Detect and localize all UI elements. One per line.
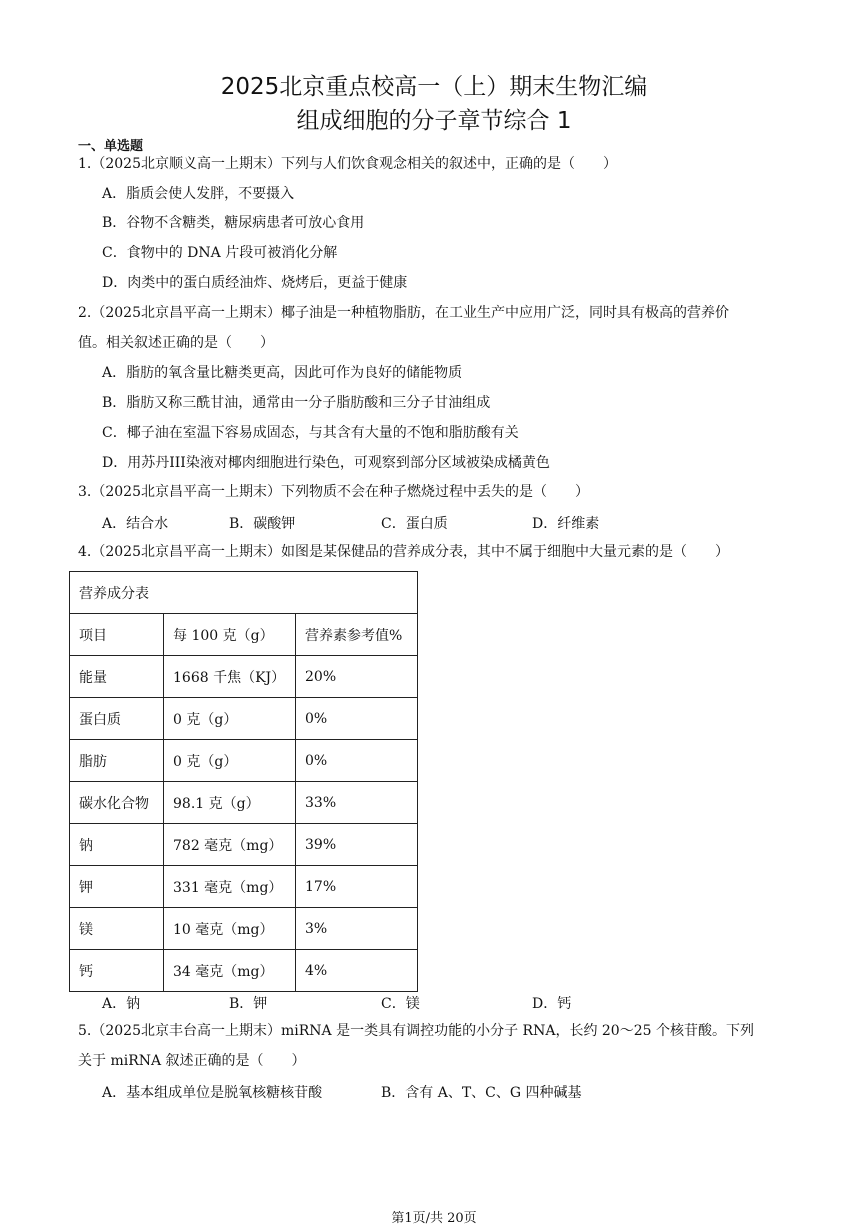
question-3-option-d: D．纤维素: [532, 516, 600, 532]
question-1-option-a: A．脂质会使人发胖，不要摄入: [102, 186, 295, 202]
table-row: [70, 740, 418, 782]
table-cell: 碳水化合物: [70, 782, 164, 824]
question-2-option-c: C．椰子油在室温下容易成固态，与其含有大量的不饱和脂肪酸有关: [102, 425, 519, 441]
table-row: [70, 908, 418, 950]
table-row: [70, 698, 418, 740]
question-2-option-a: A．脂肪的氧含量比糖类更高，因此可作为良好的储能物质: [102, 365, 463, 381]
question-1-option-d: D．肉类中的蛋白质经油炸、烧烤后，更益于健康: [102, 275, 408, 291]
question-5-stem-line2: 关于 miRNA 叙述正确的是（ ）: [78, 1053, 306, 1069]
question-2-stem-line2: 值。相关叙述正确的是（ ）: [78, 335, 274, 351]
table-cell: 782 毫克（mg）: [164, 824, 296, 866]
table-cell: 能量: [70, 656, 164, 698]
section-heading: 一、单选题: [78, 139, 144, 154]
table-cell: 10 毫克（mg）: [164, 908, 296, 950]
question-4-stem: 4.（2025北京昌平高一上期末）如图是某保健品的营养成分表，其中不属于细胞中大量元素的是（ ）: [78, 544, 729, 560]
table-cell: 0%: [296, 740, 418, 782]
table-cell: 钙: [70, 950, 164, 992]
table-header-row: [70, 614, 418, 656]
question-1-option-b: B．谷物不含糖类，糖尿病患者可放心食用: [102, 215, 365, 231]
table-cell: 33%: [296, 782, 418, 824]
question-1-option-c: C．食物中的 DNA 片段可被消化分解: [102, 245, 338, 261]
document-title: 2025北京重点校高一（上）期末生物汇编: [220, 74, 648, 100]
table-header-cell: 项目: [70, 614, 164, 656]
table-cell: 4%: [296, 950, 418, 992]
question-4-option-b: B．钾: [229, 996, 268, 1012]
question-4-option-a: A．钠: [102, 996, 141, 1012]
table-cell: 17%: [296, 866, 418, 908]
table-header-cell: 每 100 克（g）: [164, 614, 296, 656]
table-cell: 镁: [70, 908, 164, 950]
nutrition-table-title: 营养成分表: [70, 572, 418, 614]
question-2-option-d: D．用苏丹III染液对椰肉细胞进行染色，可观察到部分区域被染成橘黄色: [102, 455, 550, 471]
table-cell: 1668 千焦（KJ）: [164, 656, 296, 698]
table-cell: 脂肪: [70, 740, 164, 782]
question-5-option-b: B．含有 A、T、C、G 四种碱基: [381, 1085, 582, 1101]
question-5-stem-line1: 5.（2025北京丰台高一上期末）miRNA 是一类具有调控功能的小分子 RNA，长约 20～25 个核苷酸。下列: [78, 1023, 754, 1039]
table-row: [70, 824, 418, 866]
table-row: [70, 656, 418, 698]
question-1-stem: 1.（2025北京顺义高一上期末）下列与人们饮食观念相关的叙述中，正确的是（ ）: [78, 156, 617, 172]
table-cell: 钾: [70, 866, 164, 908]
question-5-option-a: A．基本组成单位是脱氧核糖核苷酸: [102, 1085, 323, 1101]
question-4-option-d: D．钙: [532, 996, 572, 1012]
table-cell: 3%: [296, 908, 418, 950]
table-cell: 蛋白质: [70, 698, 164, 740]
table-cell: 0%: [296, 698, 418, 740]
table-row: [70, 782, 418, 824]
table-cell: 20%: [296, 656, 418, 698]
table-cell: 331 毫克（mg）: [164, 866, 296, 908]
question-4-option-c: C．镁: [381, 996, 420, 1012]
nutrition-table: [69, 571, 418, 992]
table-row: [70, 950, 418, 992]
table-cell: 34 毫克（mg）: [164, 950, 296, 992]
page-footer: 第1页/共 20页: [391, 1211, 477, 1226]
question-3-option-c: C．蛋白质: [381, 516, 448, 532]
table-cell: 0 克（g）: [164, 740, 296, 782]
question-2-stem-line1: 2.（2025北京昌平高一上期末）椰子油是一种植物脂肪，在工业生产中应用广泛，同时具有极高的营养价: [78, 305, 729, 321]
question-3-stem: 3.（2025北京昌平高一上期末）下列物质不会在种子燃烧过程中丢失的是（ ）: [78, 484, 589, 500]
question-3-option-b: B．碳酸钾: [229, 516, 296, 532]
question-2-option-b: B．脂肪又称三酰甘油，通常由一分子脂肪酸和三分子甘油组成: [102, 395, 491, 411]
table-cell: 钠: [70, 824, 164, 866]
table-cell: 98.1 克（g）: [164, 782, 296, 824]
table-row: [70, 866, 418, 908]
table-cell: 0 克（g）: [164, 698, 296, 740]
document-subtitle: 组成细胞的分子章节综合 1: [296, 108, 572, 134]
table-header-cell: 营养素参考值%: [296, 614, 418, 656]
question-3-option-a: A．结合水: [102, 516, 169, 532]
table-cell: 39%: [296, 824, 418, 866]
